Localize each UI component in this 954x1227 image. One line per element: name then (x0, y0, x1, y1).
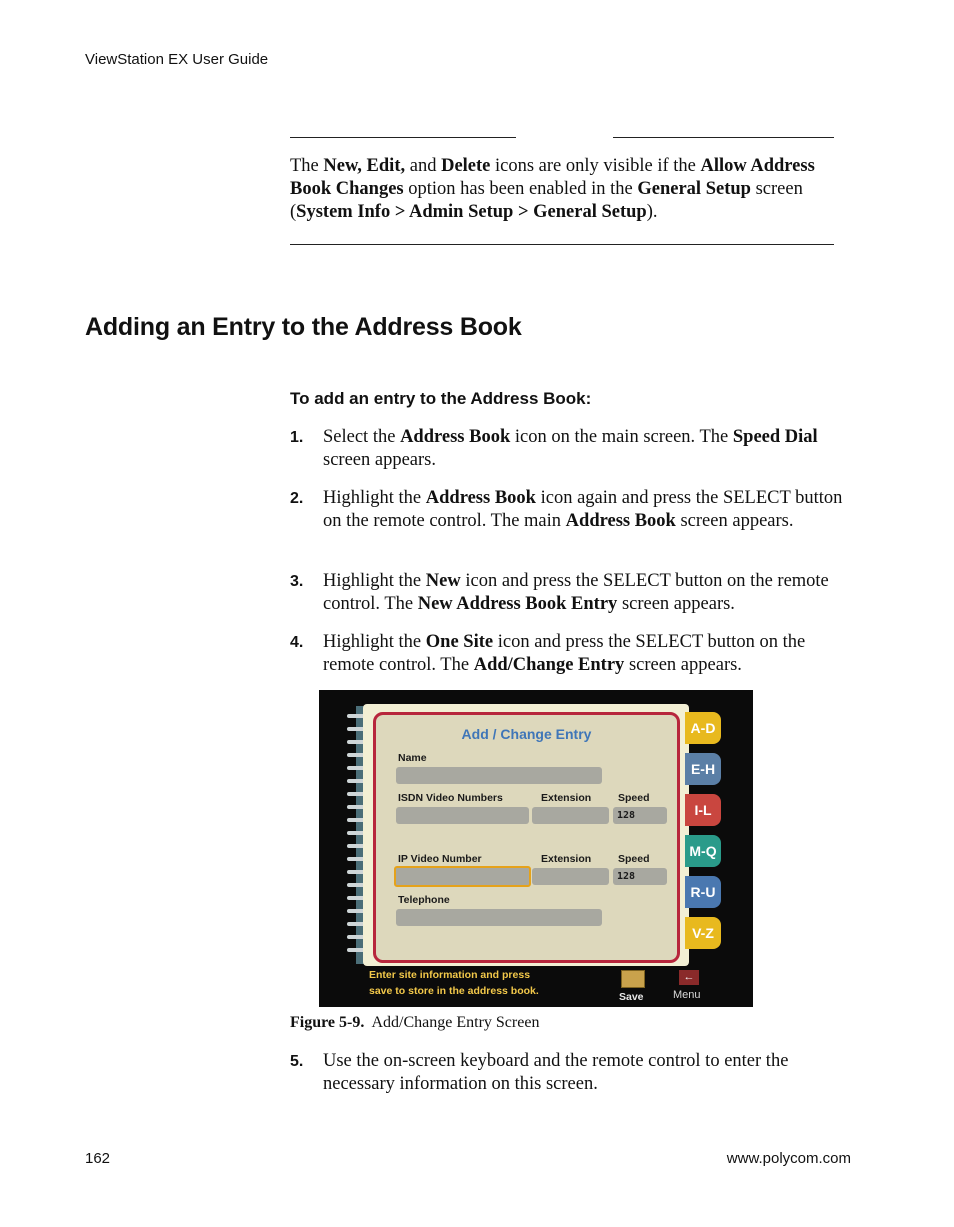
running-header: ViewStation EX User Guide (85, 51, 269, 68)
step-number: 1. (290, 429, 304, 446)
isdn-speed-value: 128 (617, 810, 636, 821)
message-line: Enter site information and press (369, 969, 531, 981)
tab-r-u[interactable]: R-U (685, 876, 721, 908)
step-number: 5. (290, 1053, 304, 1070)
back-arrow-icon[interactable]: ← (679, 970, 699, 985)
speed-label: Speed (618, 792, 650, 804)
isdn-number-field[interactable] (396, 807, 529, 824)
section-title: Adding an Entry to the Address Book (85, 313, 522, 341)
ip-speed-field[interactable] (613, 868, 667, 885)
save-icon[interactable] (621, 970, 645, 988)
message-line: save to store in the address book. (369, 985, 539, 997)
ip-extension-label: Extension (541, 853, 592, 865)
tab-e-h[interactable]: E-H (685, 753, 721, 785)
note-text: The New, Edit, and Delete icons are only visible if the Allow Address Book Changes option has been enabled in the General Setup screen (System Info > Admin Setup > General Setup). (290, 156, 815, 222)
figure-caption-text: Add/Change Entry Screen (371, 1014, 540, 1031)
tab-i-l[interactable]: I-L (685, 794, 721, 826)
page-number: 162 (85, 1150, 111, 1167)
figure-number: Figure 5-9. (290, 1014, 365, 1031)
step-text: Highlight the Address Book icon again and press the SELECT button on the remote control. The main Address Book screen appears. (323, 488, 843, 531)
isdn-label: ISDN Video Numbers (398, 792, 503, 804)
telephone-label: Telephone (398, 894, 450, 906)
step-text: Select the Address Book icon on the main screen. The Speed Dial screen appears. (323, 427, 818, 470)
tab-m-q[interactable]: M-Q (685, 835, 721, 867)
note-top-rule-left (290, 137, 516, 138)
step-text: Highlight the New icon and press the SELECT button on the remote control. The New Address Book Entry screen appears. (323, 571, 829, 614)
name-label: Name (398, 752, 427, 764)
isdn-speed-field[interactable] (613, 807, 667, 824)
tab-v-z[interactable]: V-Z (685, 917, 721, 949)
step-3 (290, 570, 850, 616)
note-top-rule-right (613, 137, 834, 138)
add-change-entry-screenshot (319, 690, 753, 1007)
extension-label: Extension (541, 792, 592, 804)
ip-number-field[interactable] (394, 866, 531, 887)
menu-label: Menu (673, 989, 701, 1001)
step-1 (290, 426, 850, 472)
tab-a-d[interactable]: A-D (685, 712, 721, 744)
ip-speed-label: Speed (618, 853, 650, 865)
footer-url: www.polycom.com (726, 1150, 851, 1167)
step-text: Use the on-screen keyboard and the remote control to enter the necessary information on this screen. (323, 1051, 789, 1094)
screen-title: Add / Change Entry (461, 726, 592, 742)
name-field[interactable] (396, 767, 602, 784)
ip-label: IP Video Number (398, 853, 482, 865)
step-4 (290, 631, 850, 677)
telephone-field[interactable] (396, 909, 602, 926)
procedure-title: To add an entry to the Address Book: (290, 389, 592, 408)
step-number: 2. (290, 490, 304, 507)
note-bottom-rule (290, 244, 834, 245)
step-number: 4. (290, 634, 304, 651)
ip-speed-value: 128 (617, 871, 636, 882)
save-label: Save (619, 991, 644, 1003)
isdn-extension-field[interactable] (532, 807, 609, 824)
step-text: Highlight the One Site icon and press the SELECT button on the remote control. The Add/Change Entry screen appears. (323, 632, 806, 675)
step-2 (290, 487, 850, 533)
ip-extension-field[interactable] (532, 868, 609, 885)
figure-caption (290, 1014, 539, 1032)
instruction-message (369, 967, 539, 999)
step-5 (290, 1050, 850, 1096)
step-number: 3. (290, 573, 304, 590)
entry-form-panel (373, 712, 680, 963)
